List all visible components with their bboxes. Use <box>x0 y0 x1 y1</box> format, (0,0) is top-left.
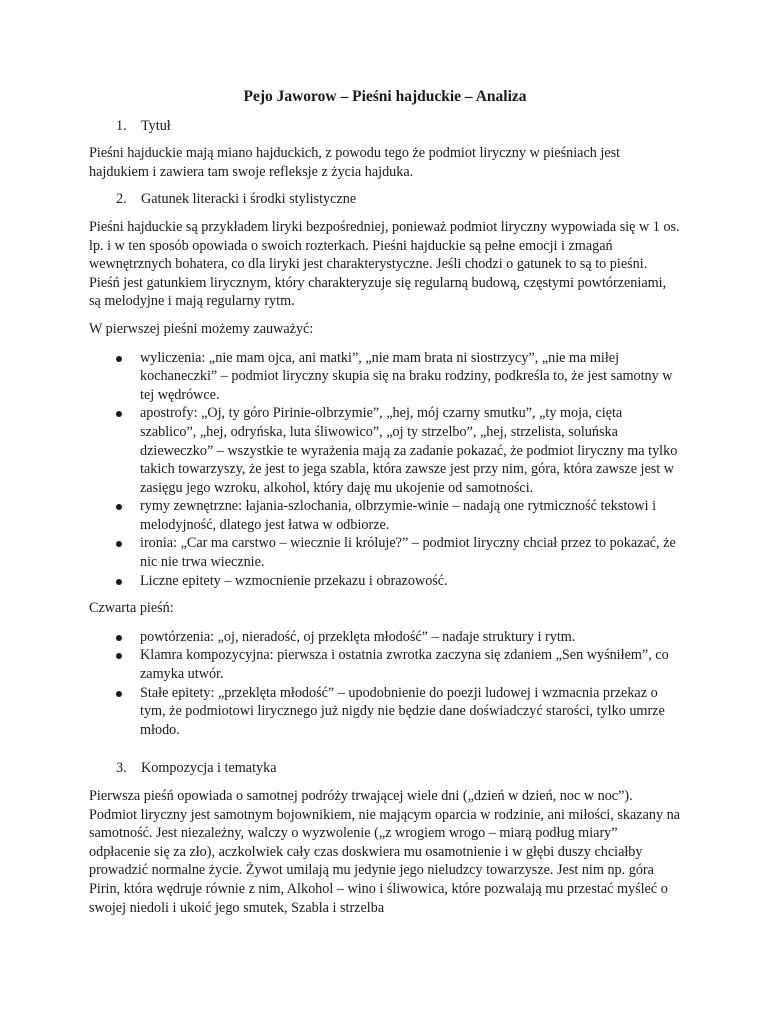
list-item-text: ironia: „Car ma carstwo – wiecznie li króluje?” – podmiot liryczny chciał przez to pokazać, że nic nie trwa wiecznie. <box>140 535 676 571</box>
list-item <box>89 684 681 740</box>
list-item <box>89 646 681 683</box>
list-item <box>89 572 681 591</box>
bullet-icon <box>116 504 122 510</box>
fourth-song-intro: Czwarta pieśń: <box>89 600 174 617</box>
section-paragraph: Pierwsza pieśń opowiada o samotnej podróży trwającej wiele dni („dzień w dzień, noc w noc”). Podmiot liryczny jest samotnym bojownikiem, nie mającym oparcia w rodzinie, ani miłości, skazany na samotność. Jest niezależny, walczy o wyzwolenie („z wrogiem wrogo – miarą podług miary” odpłacenie się za zło), aczkolwiek cały czas doskwiera mu osamotnienie i w głębi duszy chciałby prowadzić normalne życie. Żywot umilają mu jedynie jego nieludzcy towarzysze. Jest nim np. góra Pirin, która wędruje równie z nim, Alkohol – wino i śliwowica, które pozwalają mu przestać myśleć o swojej niedoli i ukoić jego smutek, Szabla i strzelba <box>89 788 681 916</box>
list-item-text: rymy zewnętrzne: łajania-szlochania, olbrzymie-winie – nadają one rytmiczność tekstowi i melodyjność, dlatego jest łatwa w odbiorze. <box>140 498 657 533</box>
section-number: 3. <box>116 760 127 777</box>
section-heading-text: Tytuł <box>141 117 171 134</box>
document-title: Pejo Jaworow – Pieśni hajduckie – Analiza <box>243 88 527 105</box>
first-song-bullet-list <box>89 349 681 591</box>
bullet-icon <box>116 635 122 641</box>
list-item-text: Liczne epitety – wzmocnienie przekazu i obrazowość. <box>140 572 448 589</box>
list-item <box>89 628 681 647</box>
bullet-icon <box>116 691 122 697</box>
section-heading-genre <box>89 190 681 209</box>
bullet-icon <box>116 411 122 417</box>
section-number: 2. <box>116 191 127 208</box>
bullet-icon <box>116 356 122 362</box>
section-heading-title <box>89 117 681 136</box>
section-heading-text: Kompozycja i tematyka <box>141 760 277 777</box>
section-paragraph: Pieśni hajduckie są przykładem liryki bezpośredniej, ponieważ podmiot liryczny wypowiada się w 1 os. lp. i w ten sposób opowiada o swoich rozterkach. Pieśni hajduckie są pełne emocji i zmagań wewnętrznych bohatera, co dla liryki jest charakterystyczne. Jeśli chodzi o gatunek to są to pieśni. Pieśń jest gatunkiem lirycznym, który charakteryzuje się regularną budową, częstymi powtórzeniami, są melodyjne i mają regularny rytm. <box>89 218 680 310</box>
list-item <box>89 404 681 497</box>
list-item-text: Stałe epitety: „przeklęta młodość” – upodobnienie do poezji ludowej i wzmacnia przekaz o tym, że podmiotowi lirycznego już nigdy nie będzie dane doświadczyć starości, tylko umrze młodo. <box>140 684 665 738</box>
list-item <box>89 349 681 405</box>
bullet-icon <box>116 579 122 585</box>
bullet-icon <box>116 541 122 547</box>
first-song-intro: W pierwszej pieśni możemy zauważyć: <box>89 320 314 337</box>
section-heading-text: Gatunek literacki i środki stylistyczne <box>141 191 357 208</box>
bullet-icon <box>116 653 122 659</box>
section-heading-composition <box>89 759 681 778</box>
list-item <box>89 497 681 534</box>
list-item-text: Klamra kompozycyjna: pierwsza i ostatnia zwrotka zaczyna się zdaniem „Sen wyśniłem”, co zamyka utwór. <box>140 647 669 683</box>
list-item <box>89 534 681 571</box>
list-item-text: powtórzenia: „oj, nieradość, oj przeklęta młodość” – nadaje struktury i rytm. <box>140 628 576 645</box>
document-page <box>89 84 681 917</box>
section-paragraph: Pieśni hajduckie mają miano hajduckich, z powodu tego że podmiot liryczny w pieśniach jest hajdukiem i zawiera tam swoje refleksje z życia hajduka. <box>89 145 621 180</box>
section-number: 1. <box>116 117 127 134</box>
list-item-text: apostrofy: „Oj, ty góro Pirinie-olbrzymie”, „hej, mój czarny smutku”, „ty moja, cięta szablico”, „hej, odryńska, luta śliwowico”, „oj ty strzelbo”, „hej, strzelista, soluńska dzieweczko” – wszystkie te wyrażenia mają za zadanie pokazać, że podmiot liryczny ma tylko takich towarzyszy, że jest to jega szabla, która zawsze jest przy nim, góra, która zawsze jest w zasięgu jego wzroku, alkohol, który daję mu ukojenie od samotności. <box>140 405 678 496</box>
fourth-song-bullet-list <box>89 628 681 740</box>
list-item-text: wyliczenia: „nie mam ojca, ani matki”, „nie mam brata ni siostrzycy”, „nie ma miłej kochaneczki” – podmiot liryczny skupia się na braku rodziny, podkreśla to, że jest samotny w tej wędrówce. <box>140 349 673 403</box>
